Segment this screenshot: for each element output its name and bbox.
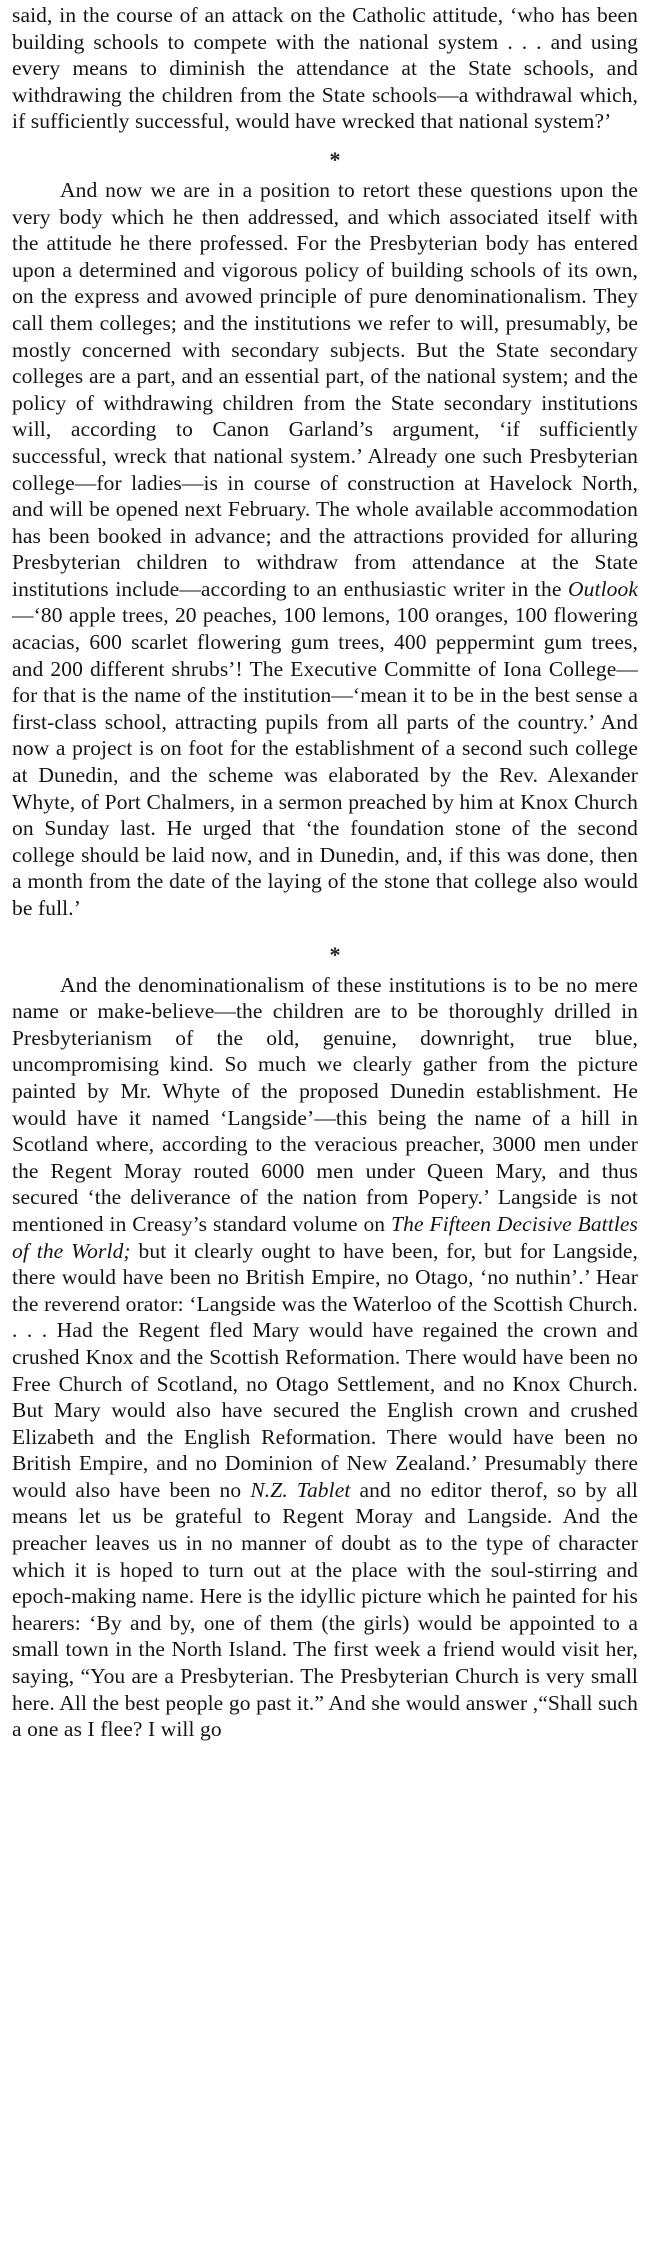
paragraph-text: And now we are in a position to retort these questions upon the very body which he then addressed, and which associated itself with the attitude he there professed. For the Presbyterian body has entered upon a determined and vigorous policy of building schools of its own, on the express and avowed principle of pure denominationalism. They call them colleges; and the institutions we refer to will, presumably, be mostly concerned with secondary subjects. But the State secondary colleges are a part, and an essential part, of the national system; and the policy of withdrawing children from the State secondary institutions will, according to Canon Garland’s argument, ‘if sufficiently successful, wreck that national system.’ Already one such Presbyterian college—for ladies—is in course of construction at Havelock North, and will be opened next February. The whole available accommodation has been booked in advance; and the attractions provided for alluring Presbyterian children to withdraw from attendance at the State institutions include—according to an enthusiastic writer in the — [12, 177, 638, 601]
section-separator-asterisk: * — [329, 146, 341, 172]
paragraph-presbyterian-colleges — [12, 177, 638, 922]
paragraph-text-continued: —‘80 apple trees, 20 peaches, 100 lemons, 100 oranges, 100 flowering acacias, 600 scarlet flowering gum trees, 400 peppermint gum trees, and 200 different shrubs’! The Executive Committe of Iona College—for that is the name of the institution—‘mean it to be in the best sense a first-class school, attracting pupils from all parts of the country.’ And now a project is on foot for the establishment of a second such college at Dunedin, and the scheme was elaborated by the Rev. Alexander Whyte, of Port Chalmers, in a sermon preached by him at Knox Church on Sunday last. He urged that ‘the foundation stone of the second college should be laid now, and in Dunedin, and, if this was done, then a month from the date of the laying of the stone that college also would be full.’ — [12, 603, 638, 920]
publication-title-outlook: Outlook — [568, 576, 638, 601]
paragraph-langside — [12, 972, 638, 1743]
publication-title-tablet: N.Z. Tablet — [250, 1477, 351, 1502]
paragraph-text: said, in the course of an attack on the Catholic attitude, ‘who has been building schools to compete with the national system . . . and using every means to diminish the attendance at the State schools, and withdrawing the children from the State schools—a withdrawal which, if sufficiently successful, would have wrecked that national system?’ — [12, 3, 638, 134]
paragraph-text-continued: but it clearly ought to have been, for, but for Langside, there would have been no British Empire, no Otago, ‘no nuthin’.’ Hear the reverend orator: ‘Langside was the Waterloo of the Scottish Church. . . . Had the Regent fled Mary would have regained the crown and crushed Knox and the Scottish Reformation. There would have been no Free Church of Scotland, no Otago Settlement, and no Knox Church. But Mary would also have secured the English crown and crushed Elizabeth and the English Reformation. There would have been no British Empire, and no Dominion of New Zealand.’ Presumably there would also have been no — [12, 1238, 638, 1502]
book-title-decisive-battles: The Fifteen Decisive Battles of the World; — [12, 1211, 638, 1263]
paragraph-text-continued: and no editor therof, so by all means let us be grateful to Regent Moray and Langside. And the preacher leaves us in no manner of doubt as to the type of character which it is hoped to turn out at the place with the soul-stirring and epoch-making name. Here is the idyllic picture which he painted for his hearers: ‘By and by, one of them (the girls) would be appointed to a small town in the North Island. The first week a friend would visit her, saying, “You are a Presbyterian. The Presbyterian Church is very small here. All the best people go past it.” And she would answer ,“Shall such a one as I flee? I will go — [12, 1477, 638, 1742]
paragraph-canon-garland-quote — [12, 2, 638, 135]
section-separator-asterisk: * — [329, 941, 341, 967]
paragraph-text: And the denominationalism of these institutions is to be no mere name or make-believe—the children are to be thoroughly drilled in Presbyterianism of the old, genuine, downright, true blue, uncompromising kind. So much we clearly gather from the picture painted by Mr. Whyte of the proposed Dunedin establishment. He would have it named ‘Langside’—this being the name of a hill in Scotland where, according to the veracious preacher, 3000 men under the Regent Moray routed 6000 men under Queen Mary, and thus secured ‘the deliverance of the nation from Popery.’ Langside is not mentioned in Creasy’s standard volume on — [12, 972, 638, 1236]
